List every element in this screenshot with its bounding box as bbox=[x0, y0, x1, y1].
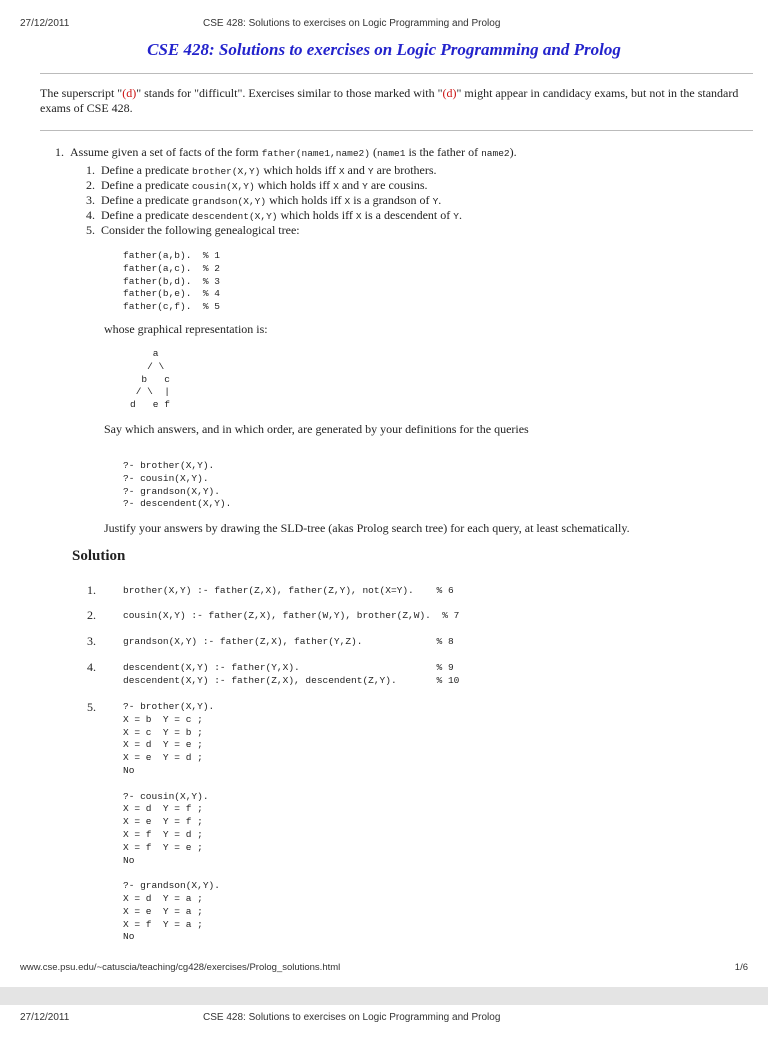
print-date: 27/12/2011 bbox=[20, 1012, 70, 1023]
solution-number: 1. bbox=[87, 583, 96, 597]
subitem-code: Y bbox=[453, 211, 459, 222]
subitem-code: X bbox=[333, 181, 339, 192]
intro-text-2: " stands for "difficult". Exercises similar to those marked with " bbox=[136, 86, 443, 100]
subitem-text: Define a predicate bbox=[101, 208, 192, 222]
solution-number: 2. bbox=[87, 608, 96, 622]
print-title: CSE 428: Solutions to exercises on Logic Programming and Prolog bbox=[203, 18, 501, 29]
subitem-text: are cousins. bbox=[367, 178, 428, 192]
exercise-text: Assume given a set of facts of the form bbox=[70, 145, 262, 159]
subitem-code: Y bbox=[362, 181, 368, 192]
subitem-code: brother(X,Y) bbox=[191, 166, 261, 177]
subitem-text: and bbox=[344, 163, 368, 177]
subitem-text: are brothers. bbox=[373, 163, 437, 177]
subitem-text: . bbox=[438, 193, 442, 207]
subitem-code: X bbox=[355, 211, 362, 222]
subitem bbox=[86, 193, 441, 209]
solution-code: brother(X,Y) :- father(Z,X), father(Z,Y), not(X=Y). % 6 bbox=[123, 585, 454, 596]
subitem-text: and bbox=[338, 178, 363, 192]
exercise-1 bbox=[55, 145, 517, 161]
subitem-code: X bbox=[338, 166, 345, 177]
intro-text-1: The superscript " bbox=[40, 86, 123, 100]
exercise-text: ( bbox=[369, 145, 377, 159]
print-title: CSE 428: Solutions to exercises on Logic Programming and Prolog bbox=[203, 1012, 501, 1023]
print-header bbox=[0, 0, 768, 44]
subitem bbox=[86, 223, 300, 238]
exercise-code: name2 bbox=[481, 148, 510, 159]
subitem-text: which holds iff bbox=[277, 208, 356, 222]
subitem-text: is a descendent of bbox=[361, 208, 454, 222]
subitem-text: is a grandson of bbox=[350, 193, 433, 207]
subitem-text: which holds iff bbox=[266, 193, 345, 207]
subitem-number: 5. bbox=[86, 223, 95, 237]
solution-code: grandson(X,Y) :- father(Z,X), father(Y,Z). % 8 bbox=[123, 636, 454, 647]
exercise-text: ). bbox=[509, 145, 517, 159]
subitem-code: X bbox=[344, 196, 351, 207]
page-url: www.cse.psu.edu/~catuscia/teaching/cg428/exercises/Prolog_solutions.html bbox=[20, 962, 341, 973]
exercise-text: is the father of bbox=[405, 145, 482, 159]
solution-number: 5. bbox=[87, 700, 96, 714]
print-date: 27/12/2011 bbox=[20, 18, 70, 29]
subitem-number: 2. bbox=[86, 178, 95, 192]
graph-intro-text: whose graphical representation is: bbox=[104, 322, 268, 336]
subitem-code: cousin(X,Y) bbox=[191, 181, 255, 192]
solution-number: 3. bbox=[87, 634, 96, 648]
solution-code: ?- brother(X,Y). X = b Y = c ; X = c Y = b ; X = d Y = e ; X = e Y = d ; No ?- cousin(X,Y). X = d Y = f ; X = e Y = f ; X = f Y = d ; X = f Y = e ; No ?- grandson(X,Y). X = d Y = a ; X = e Y = a ; X = f Y = a ; No bbox=[123, 701, 220, 943]
subitem-text: Define a predicate bbox=[101, 193, 192, 207]
subitem-text: . bbox=[458, 208, 462, 222]
justify-text: Justify your answers by drawing the SLD-tree (akas Prolog search tree) for each query, at least schematically. bbox=[104, 521, 630, 535]
subitem-text: which holds iff bbox=[260, 163, 339, 177]
next-page-header bbox=[0, 994, 768, 1038]
solution-number: 4. bbox=[87, 660, 96, 674]
genealogical-tree: a / \ b c / \ | d e f bbox=[130, 348, 170, 411]
page-number: 1/6 bbox=[734, 962, 748, 973]
subitem bbox=[86, 178, 428, 194]
subitem-number: 1. bbox=[86, 163, 95, 177]
queries-intro-text: Say which answers, and in which order, are generated by your definitions for the queries bbox=[104, 422, 529, 436]
divider-intro bbox=[40, 130, 753, 131]
subitem-text: which holds iff bbox=[254, 178, 334, 192]
difficult-mark: (d) bbox=[122, 86, 137, 100]
subitem-code: Y bbox=[367, 166, 374, 177]
subitem-text: Define a predicate bbox=[101, 178, 192, 192]
solution-code: descendent(X,Y) :- father(Y,X). % 9 descendent(X,Y) :- father(Z,X), descendent(Z,Y). % 10 bbox=[123, 662, 460, 686]
subitem-text: Consider the following genealogical tree: bbox=[101, 223, 300, 237]
queries-code-block: ?- brother(X,Y). ?- cousin(X,Y). ?- grandson(X,Y). ?- descendent(X,Y). bbox=[123, 460, 232, 510]
subitem-text: Define a predicate bbox=[101, 163, 192, 177]
divider-top bbox=[40, 73, 753, 74]
intro-text-3: " might appear in candidacy exams, but not in the standard exams of CSE 428. bbox=[40, 86, 739, 115]
subitem-code: descendent(X,Y) bbox=[191, 211, 278, 222]
subitem bbox=[86, 163, 437, 179]
exercise-code: father(name1,name2) bbox=[261, 148, 370, 159]
facts-code-block: father(a,b). % 1 father(a,c). % 2 father(b,d). % 3 father(b,e). % 4 father(c,f). % 5 bbox=[123, 250, 220, 313]
exercise-number: 1. bbox=[55, 145, 64, 159]
solution-heading: Solution bbox=[72, 548, 126, 564]
solution-code: cousin(X,Y) :- father(Z,X), father(W,Y), brother(Z,W). % 7 bbox=[123, 610, 460, 621]
intro-paragraph bbox=[40, 86, 752, 116]
page-title: CSE 428: Solutions to exercises on Logic Programming and Prolog bbox=[147, 40, 621, 59]
exercise-code: name1 bbox=[376, 148, 406, 159]
difficult-mark: (d) bbox=[442, 86, 457, 100]
subitem-number: 4. bbox=[86, 208, 95, 222]
subitem-code: grandson(X,Y) bbox=[191, 196, 267, 207]
subitem bbox=[86, 208, 462, 224]
subitem-number: 3. bbox=[86, 193, 95, 207]
subitem-code: Y bbox=[432, 196, 439, 207]
